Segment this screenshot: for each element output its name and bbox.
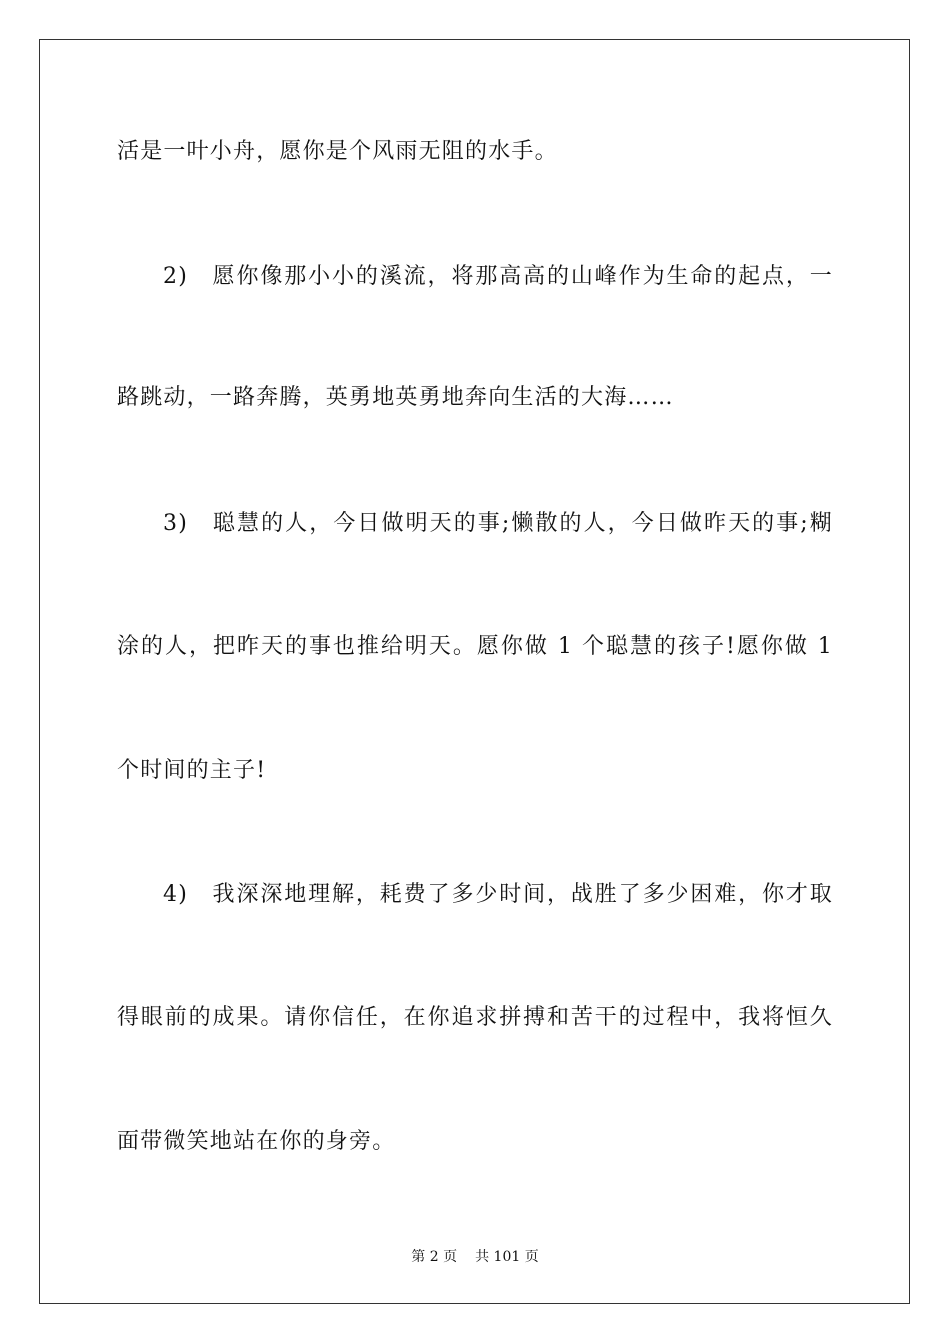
paragraph-line-4: 3) 聪慧的人，今日做明天的事;懒散的人，今日做昨天的事;糊 [163, 511, 833, 536]
paragraph-line-1: 活是一叶小舟，愿你是个风雨无阻的水手。 [117, 139, 558, 164]
page-number: 第 2 页 [411, 1249, 458, 1265]
paragraph-line-7: 4) 我深深地理解，耗费了多少时间，战胜了多少困难，你才取 [163, 882, 833, 907]
page-footer [0, 1247, 950, 1267]
page-border [39, 39, 910, 1304]
page-total: 共 101 页 [475, 1249, 539, 1265]
paragraph-line-5: 涂的人，把昨天的事也推给明天。愿你做 1 个聪慧的孩子!愿你做 1 [117, 634, 833, 659]
paragraph-line-2: 2) 愿你像那小小的溪流，将那高高的山峰作为生命的起点，一 [163, 264, 833, 289]
paragraph-line-6: 个时间的主子! [117, 758, 267, 783]
paragraph-line-9: 面带微笑地站在你的身旁。 [117, 1129, 396, 1154]
paragraph-line-3: 路跳动，一路奔腾，英勇地英勇地奔向生活的大海…… [117, 385, 674, 410]
paragraph-line-8: 得眼前的成果。请你信任，在你追求拼搏和苦干的过程中，我将恒久 [117, 1005, 833, 1030]
